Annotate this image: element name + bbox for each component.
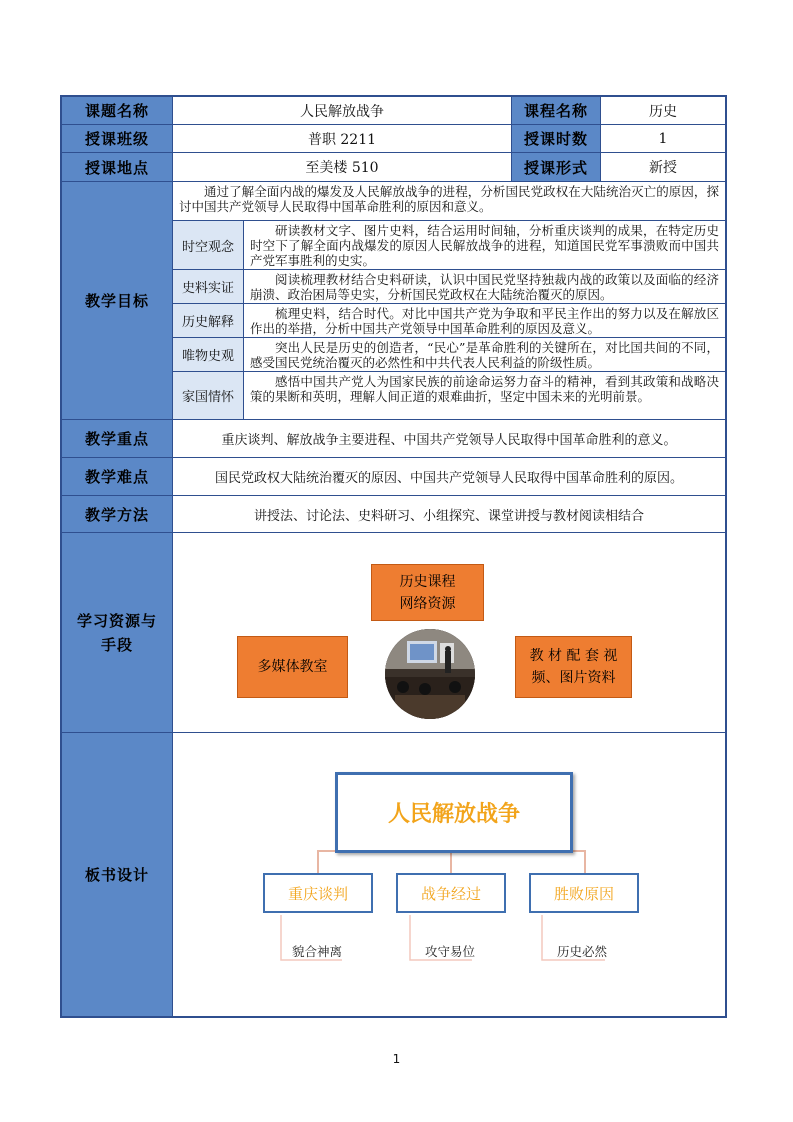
difficulty-label: 教学难点 (62, 458, 173, 496)
form-value: 新授 (601, 153, 725, 182)
hours-label: 授课时数 (512, 125, 601, 153)
goal-text: 梳理史料，结合时代。对比中国共产党为争取和平民主作出的努力以及在解放区作出的举措，分析中国共产党领导中国革命胜利的原因及意义。 (244, 304, 725, 338)
goals-intro: 通过了解全面内战的爆发及人民解放战争的进程，分析国民党政权在大陆统治灭亡的原因，探讨中国共产党领导人民取得中国革命胜利的原因和意义。 (173, 182, 725, 221)
course-label: 课程名称 (512, 97, 601, 125)
board-branch-war: 战争经过 (396, 873, 506, 913)
goal-name: 时空观念 (173, 221, 244, 270)
course-value: 历史 (601, 97, 725, 125)
class-label: 授课班级 (62, 125, 173, 153)
goal-text: 研读教材文字、图片史料，结合运用时间轴，分析重庆谈判的成果，在特定历史时空下了解全面内战爆发的原因人民解放战争的进程，知道国民党军事溃败而中国共产党军事胜利的史实。 (244, 221, 725, 270)
topic-value: 人民解放战争 (173, 97, 512, 125)
difficulty-value: 国民党政权大陆统治覆灭的原因、中国共产党领导人民取得中国革命胜利的原因。 (173, 458, 725, 496)
goal-text: 突出人民是历史的创造者，“民心”是革命胜利的关键所在，对比国共间的不同，感受国民党统治覆灭的必然性和中共代表人民利益的阶级性质。 (244, 338, 725, 372)
place-value: 至美楼 510 (173, 153, 512, 182)
key-label: 教学重点 (62, 420, 173, 458)
goal-name: 唯物史观 (173, 338, 244, 372)
goals-label: 教学目标 (62, 182, 173, 420)
key-value: 重庆谈判、解放战争主要进程、中国共产党领导人民取得中国革命胜利的意义。 (173, 420, 725, 458)
method-value: 讲授法、讨论法、史料研习、小组探究、课堂讲授与教材阅读相结合 (173, 496, 725, 533)
resource-box-online-line2: 网络资源 (399, 595, 456, 612)
hours-value: 1 (601, 125, 725, 153)
topic-label: 课题名称 (62, 97, 173, 125)
board-title: 人民解放战争 (335, 772, 573, 853)
goal-name: 史料实证 (173, 270, 244, 304)
class-value: 普职 2211 (173, 125, 512, 153)
board-label: 板书设计 (62, 733, 173, 1016)
resources-label-line1: 学习资源与 (76, 611, 157, 630)
goal-text: 感悟中国共产党人为国家民族的前途命运努力奋斗的精神，看到其政策和战略决策的果断和英明，理解人间正道的艰难曲折，坚定中国未来的光明前景。 (244, 372, 725, 420)
goal-text: 阅读梳理教材结合史料研读，认识中国民党坚持独裁内战的政策以及面临的经济崩溃、政治困局等史实，分析国民党政权在大陆统治覆灭的原因。 (244, 270, 725, 304)
resource-box-materials-line1: 教 材 配 套 视 (529, 648, 618, 664)
place-label: 授课地点 (62, 153, 173, 182)
board-sub-war: 攻守易位 (424, 944, 475, 959)
resource-box-multimedia: 多媒体教室 (237, 636, 348, 698)
resources-label-line2: 手段 (100, 635, 133, 654)
board-sub-reasons: 历史必然 (556, 944, 607, 959)
board-sub-chongqing: 貌合神离 (291, 944, 342, 959)
page-number: 1 (392, 1052, 401, 1066)
method-label: 教学方法 (62, 496, 173, 533)
resource-box-materials-line2: 频、图片资料 (531, 670, 616, 686)
board-branch-chongqing: 重庆谈判 (263, 873, 373, 913)
goal-name: 历史解释 (173, 304, 244, 338)
resource-box-online-line1: 历史课程 (399, 573, 456, 590)
board-branch-reasons: 胜败原因 (529, 873, 639, 913)
form-label: 授课形式 (512, 153, 601, 182)
goal-name: 家国情怀 (173, 372, 244, 420)
